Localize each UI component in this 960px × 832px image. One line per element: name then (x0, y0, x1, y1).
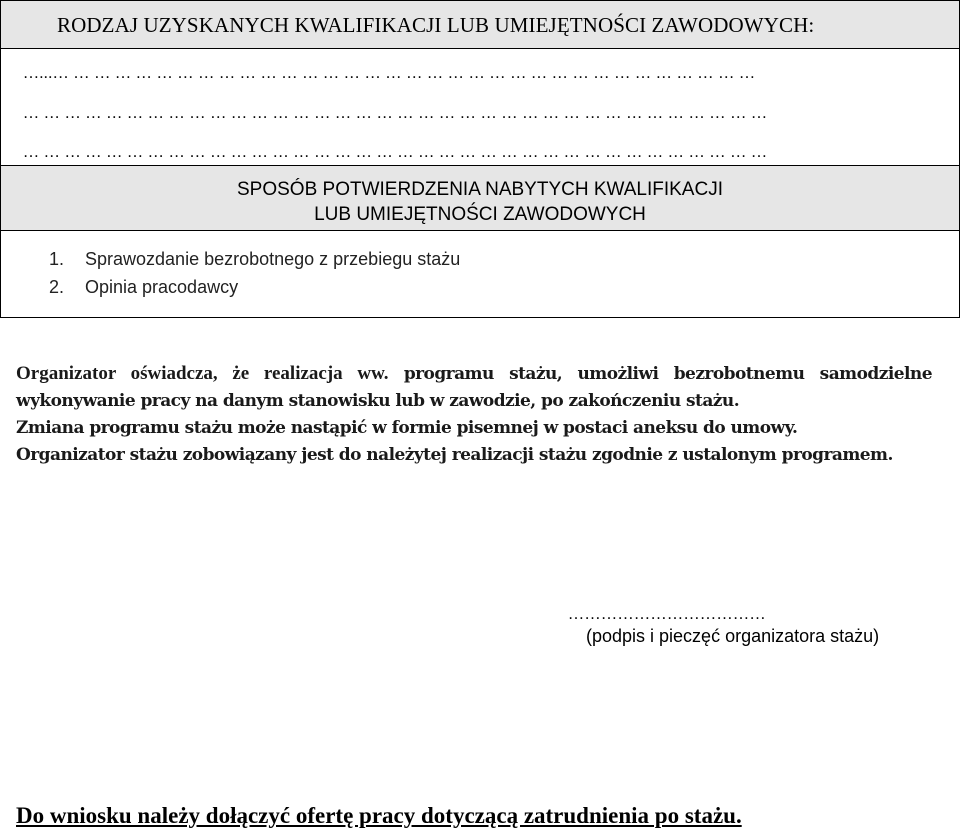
confirmation-header-line-2: LUB UMIEJĘTNOŚCI ZAWODOWYCH (314, 204, 646, 225)
list-item-text: Opinia pracodawcy (85, 277, 239, 297)
qualifications-line-3: … … … … … … … … … … … … … … … … … … … … … … … … … … … … … … … … … … … … (23, 144, 768, 161)
statement-lead: Organizator oświadcza, że realizacja ww. (16, 363, 389, 384)
list-item-text: Sprawozdanie bezrobotnego z przebiegu stażu (85, 249, 461, 269)
list-item (49, 273, 460, 301)
signature-line: ……………………………… (568, 606, 766, 623)
qualifications-line-1: …...… … … … … … … … … … … … … … … … … … … … … … … … … … … … … … … … … … (23, 65, 756, 82)
statement-paragraph-1 (16, 360, 932, 415)
list-item-number: 2. (49, 277, 65, 297)
form-table (0, 0, 960, 318)
confirmation-header (1, 165, 959, 231)
statement-paragraph-3: Organizator stażu zobowiązany jest do należytej realizacji stażu zgodnie z ustalonym programem. (16, 445, 893, 465)
confirmation-header-line-1: SPOSÓB POTWIERDZENIA NABYTYCH KWALIFIKACJI (237, 179, 723, 200)
qualifications-line-2: … … … … … … … … … … … … … … … … … … … … … … … … … … … … … … … … … … … … (23, 105, 768, 122)
statement-p1-rest: programu stażu, umożliwi bezrobotnemu samodzielne wykonywanie pracy na danym stanowisku lub w zawodzie, po zakończeniu stażu. (16, 364, 932, 411)
organizer-statement (16, 360, 932, 469)
footer-note: Do wniosku należy dołączyć ofertę pracy dotyczącą zatrudnienia po stażu. (16, 803, 742, 828)
list-item (49, 245, 460, 273)
list-item-number: 1. (49, 249, 65, 269)
qualifications-header: RODZAJ UZYSKANYCH KWALIFIKACJI LUB UMIEJĘTNOŚCI ZAWODOWYCH: (1, 1, 959, 49)
statement-paragraph-2: Zmiana programu stażu może nastąpić w formie pisemnej w postaci aneksu do umowy. (16, 418, 798, 438)
signature-caption: (podpis i pieczęć organizatora stażu) (586, 626, 880, 646)
confirmation-list (49, 245, 460, 301)
